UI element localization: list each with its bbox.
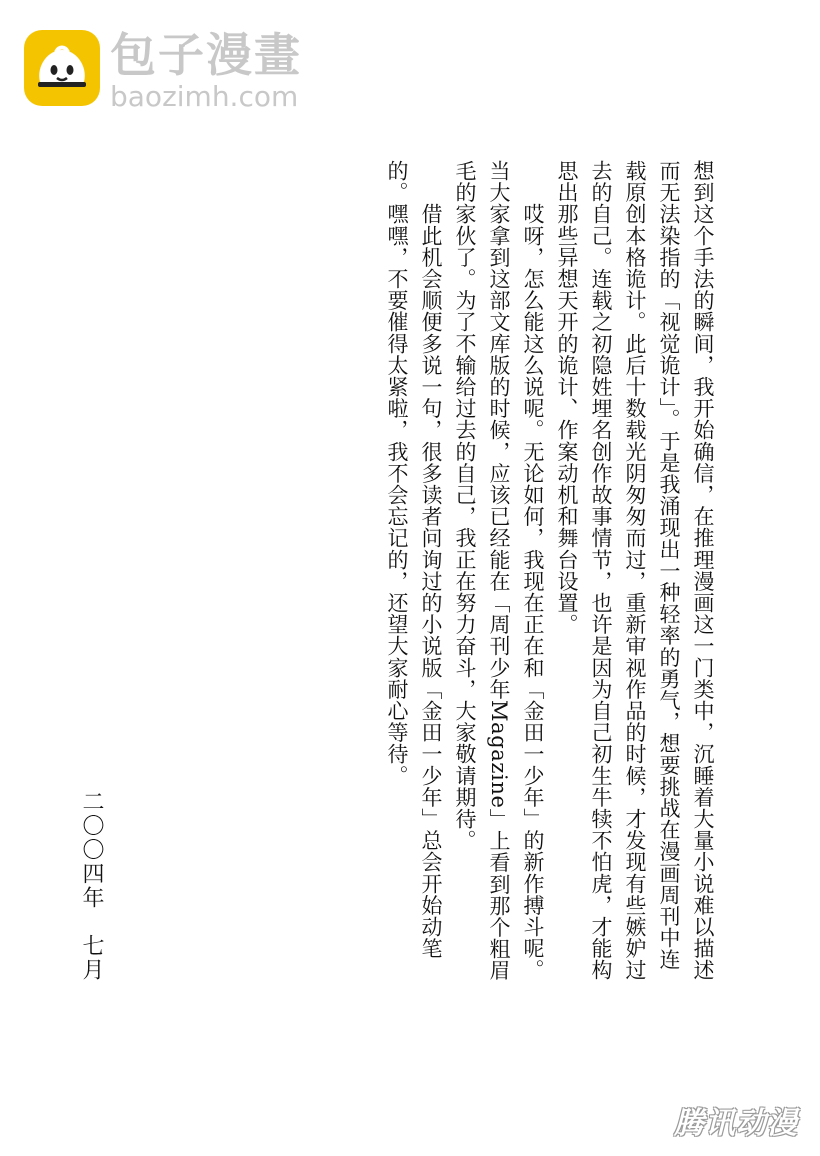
watermark-site-name: 包子漫畫 <box>110 28 302 82</box>
paragraph-2: 哎呀，怎么能这么说呢。无论如何，我现在正在和「金田一少年」的新作搏斗呢。当大家拿到这部文库版的时候，应该已经能在「周刊少年Magazine」上看到那个粗眉毛的家伙了。为了不输给过去的自己，我正在努力奋斗，大家敬请期待。 <box>453 160 545 982</box>
watermark-site-url: baozimh.com <box>110 80 299 113</box>
date-signature: 二〇〇四年 七月 <box>79 790 104 982</box>
corner-watermark: 腾讯动漫 <box>674 1106 798 1141</box>
paragraph-3: 借此机会顺便多说一句，很多读者问询过的小说版「金田一少年」总会开始动笔的。嘿嘿，不要催得太紧啦，我不会忘记的，还望大家耐心等待。 <box>385 160 443 960</box>
bun-face-icon <box>24 30 100 106</box>
afterword-text <box>70 160 720 990</box>
watermark <box>24 30 302 112</box>
paragraph-1: 想到这个手法的瞬间，我开始确信，在推理漫画这一门类中，沉睡着大量小说难以描述而无法染指的「视觉诡计」。于是我涌现出一种轻率的勇气，想要挑战在漫画周刊中连载原创本格诡计。此后十数载光阴匆匆而过，重新审视作品的时候，才发现有些嫉妒过去的自己。连载之初隐姓埋名创作故事情节，也许是因为自己初生牛犊不怕虎，才能构思出那些异想天开的诡计、作案动机和舞台设置。 <box>555 160 715 981</box>
